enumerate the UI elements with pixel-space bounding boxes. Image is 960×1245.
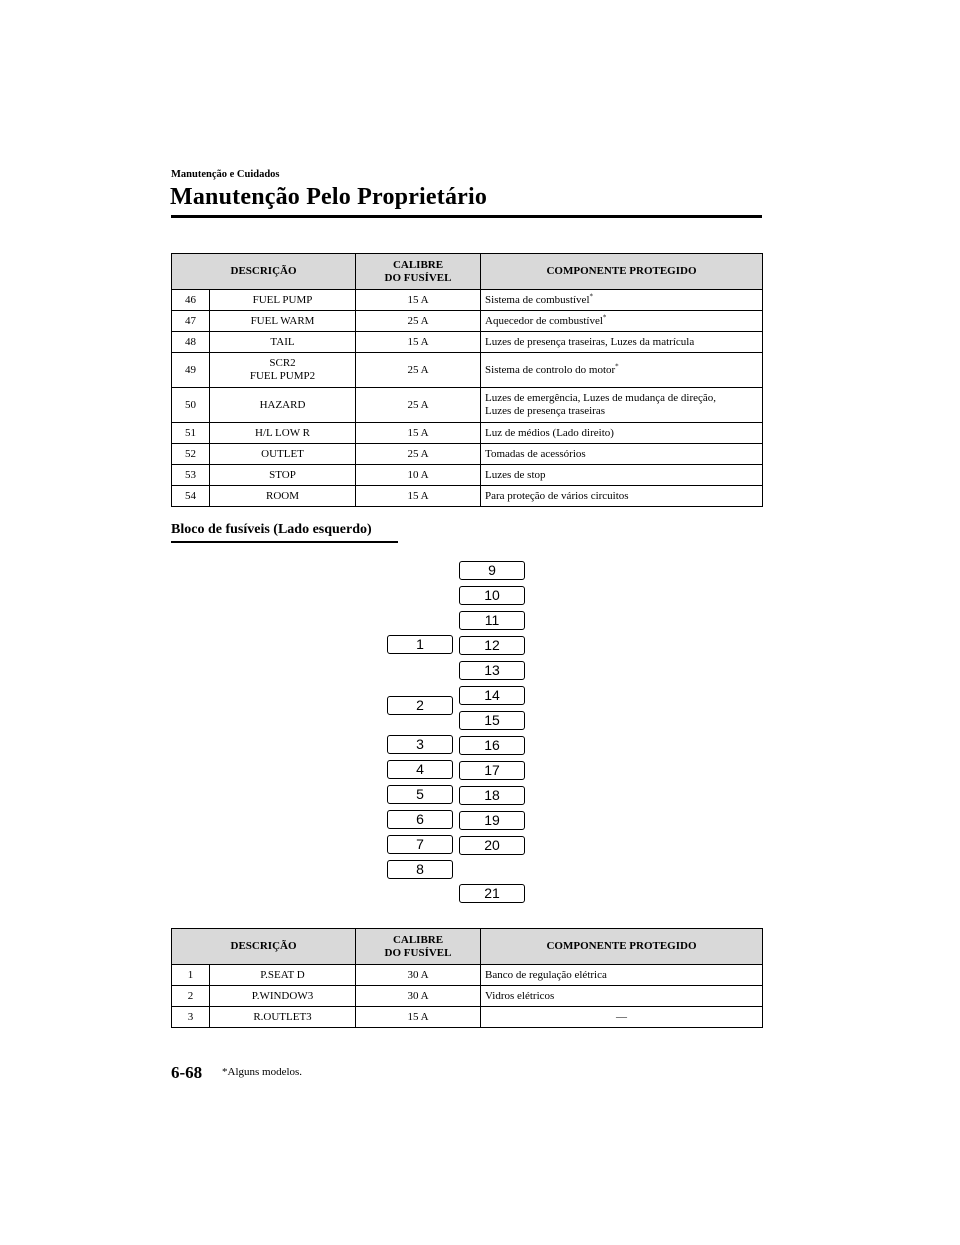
protected-component xyxy=(481,423,763,444)
table-row xyxy=(172,1007,763,1028)
table-row xyxy=(172,332,763,353)
header-rating xyxy=(356,929,481,965)
header-description: DESCRIÇÃO xyxy=(172,929,356,965)
table-row xyxy=(172,986,763,1007)
footnote-marker: * xyxy=(602,312,607,321)
fuse-slot-16: 16 xyxy=(459,736,525,755)
component-text: Aquecedor de combustível xyxy=(485,314,603,327)
fuse-number: 50 xyxy=(172,388,210,423)
table-row xyxy=(172,311,763,332)
fuse-table-engine-compartment xyxy=(171,253,763,507)
page-title: Manutenção Pelo Proprietário xyxy=(170,184,488,210)
header-rating xyxy=(356,254,481,290)
component-text: Para proteção de vários circuitos xyxy=(485,489,629,502)
protected-component: Banco de regulação elétrica xyxy=(481,965,763,986)
fuse-rating: 15 A xyxy=(356,486,481,507)
fuse-rating: 15 A xyxy=(356,1007,481,1028)
table-row xyxy=(172,353,763,388)
fuse-number: 1 xyxy=(172,965,210,986)
fuse-rating: 25 A xyxy=(356,353,481,388)
fuse-slot-4: 4 xyxy=(387,760,453,779)
fuse-name: P.SEAT D xyxy=(210,965,356,986)
footnote-marker: * xyxy=(589,291,593,300)
protected-component xyxy=(481,332,763,353)
fuse-rating: 25 A xyxy=(356,311,481,332)
fuse-slot-10: 10 xyxy=(459,586,525,605)
fuse-block-heading: Bloco de fusíveis (Lado esquerdo) xyxy=(171,522,372,537)
fuse-number: 49 xyxy=(172,353,210,388)
header-rating-line2: DO FUSÍVEL xyxy=(384,271,452,284)
fuse-rating: 30 A xyxy=(356,965,481,986)
fuse-number: 2 xyxy=(172,986,210,1007)
table-row xyxy=(172,965,763,986)
fuse-name: P.WINDOW3 xyxy=(210,986,356,1007)
fuse-rating: 10 A xyxy=(356,465,481,486)
fuse-slot-17: 17 xyxy=(459,761,525,780)
title-divider xyxy=(171,215,762,218)
component-text-line1: Luzes de emergência, Luzes de mudança de direção, xyxy=(485,392,716,404)
fuse-number: 46 xyxy=(172,290,210,311)
protected-component xyxy=(481,486,763,507)
fuse-number: 54 xyxy=(172,486,210,507)
fuse-rating: 15 A xyxy=(356,290,481,311)
table-row xyxy=(172,388,763,423)
fuse-slot-14: 14 xyxy=(459,686,525,705)
fuse-name: OUTLET xyxy=(210,444,356,465)
section-label: Manutenção e Cuidados xyxy=(171,169,280,180)
protected-component xyxy=(481,353,763,388)
protected-component: Vidros elétricos xyxy=(481,986,763,1007)
fuse-rating: 25 A xyxy=(356,444,481,465)
component-text: Sistema de combustível xyxy=(485,293,590,306)
component-text: Sistema de controlo do motor xyxy=(485,363,616,376)
header-component: COMPONENTE PROTEGIDO xyxy=(481,254,763,290)
fuse-name xyxy=(210,353,356,388)
table-header-row xyxy=(172,254,763,290)
protected-component xyxy=(481,465,763,486)
fuse-name-line2: FUEL PUMP2 xyxy=(249,370,316,382)
fuse-number: 3 xyxy=(172,1007,210,1028)
fuse-number: 47 xyxy=(172,311,210,332)
fuse-number: 52 xyxy=(172,444,210,465)
fuse-name: R.OUTLET3 xyxy=(210,1007,356,1028)
header-component: COMPONENTE PROTEGIDO xyxy=(481,929,763,965)
table-row xyxy=(172,465,763,486)
fuse-block-heading-underline xyxy=(171,541,398,543)
fuse-block-diagram xyxy=(380,555,540,910)
fuse-slot-12: 12 xyxy=(459,636,525,655)
fuse-name: FUEL WARM xyxy=(210,311,356,332)
component-text: Luzes de stop xyxy=(485,468,546,481)
component-text: Luz de médios (Lado direito) xyxy=(485,426,614,439)
fuse-table-left-block xyxy=(171,928,763,1028)
component-text: Luzes de presença traseiras, Luzes da matrícula xyxy=(485,335,695,348)
table-row xyxy=(172,290,763,311)
table-row xyxy=(172,423,763,444)
page-number: 6-68 xyxy=(171,1063,203,1082)
fuse-rating: 15 A xyxy=(356,332,481,353)
footnote-marker: * xyxy=(615,361,619,370)
protected-component xyxy=(481,388,763,423)
header-rating-line1: CALIBRE xyxy=(392,933,444,946)
fuse-slot-5: 5 xyxy=(387,785,453,804)
fuse-slot-3: 3 xyxy=(387,735,453,754)
fuse-rating: 15 A xyxy=(356,423,481,444)
fuse-name-line1: SCR2 xyxy=(269,357,296,369)
fuse-name: TAIL xyxy=(210,332,356,353)
footnote: *Alguns modelos. xyxy=(222,1066,303,1078)
fuse-slot-9: 9 xyxy=(459,561,525,580)
fuse-slot-13: 13 xyxy=(459,661,525,680)
fuse-slot-11: 11 xyxy=(459,611,525,630)
fuse-slot-21: 21 xyxy=(459,884,525,903)
fuse-slot-1: 1 xyxy=(387,635,453,654)
header-description: DESCRIÇÃO xyxy=(172,254,356,290)
table-header-row xyxy=(172,929,763,965)
fuse-rating: 30 A xyxy=(356,986,481,1007)
fuse-rating: 25 A xyxy=(356,388,481,423)
protected-component: — xyxy=(481,1007,763,1028)
protected-component xyxy=(481,311,763,332)
fuse-slot-7: 7 xyxy=(387,835,453,854)
header-rating-line1: CALIBRE xyxy=(392,258,444,271)
table-row xyxy=(172,486,763,507)
fuse-slot-15: 15 xyxy=(459,711,525,730)
fuse-slot-2: 2 xyxy=(387,696,453,715)
fuse-name: FUEL PUMP xyxy=(210,290,356,311)
component-text-line2: Luzes de presença traseiras xyxy=(485,405,606,417)
fuse-slot-6: 6 xyxy=(387,810,453,829)
fuse-name: H/L LOW R xyxy=(210,423,356,444)
component-text: Tomadas de acessórios xyxy=(485,447,586,460)
fuse-name: ROOM xyxy=(210,486,356,507)
fuse-name: HAZARD xyxy=(210,388,356,423)
fuse-slot-20: 20 xyxy=(459,836,525,855)
protected-component xyxy=(481,290,763,311)
fuse-number: 48 xyxy=(172,332,210,353)
fuse-slot-19: 19 xyxy=(459,811,525,830)
protected-component xyxy=(481,444,763,465)
fuse-number: 51 xyxy=(172,423,210,444)
fuse-name: STOP xyxy=(210,465,356,486)
table-row xyxy=(172,444,763,465)
fuse-number: 53 xyxy=(172,465,210,486)
fuse-slot-18: 18 xyxy=(459,786,525,805)
fuse-slot-8: 8 xyxy=(387,860,453,879)
header-rating-line2: DO FUSÍVEL xyxy=(384,946,452,959)
